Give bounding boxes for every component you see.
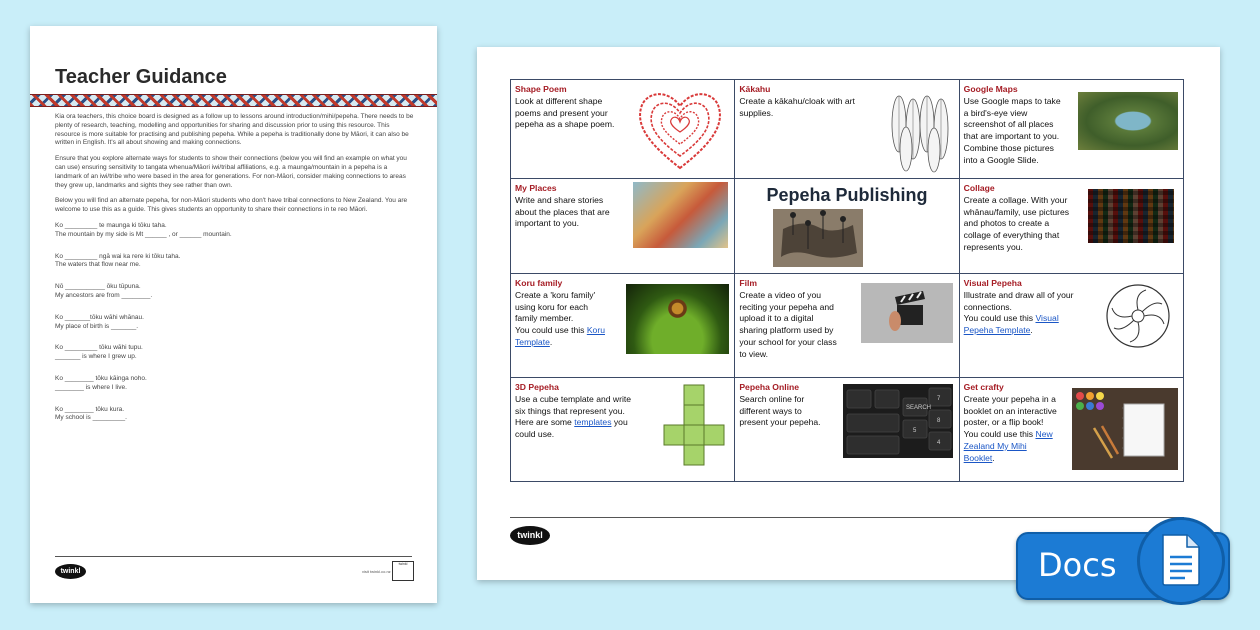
pepeha-english: My place of birth is _______.: [55, 322, 139, 330]
cell-title: Pepeha Online: [739, 382, 800, 392]
cell-line: Look at different shape: [515, 95, 603, 106]
choice-board-grid: [510, 79, 1184, 482]
map-image: [633, 182, 728, 248]
cell-line: using koru for each: [515, 301, 589, 312]
cell-line: reciting your pepeha and: [739, 301, 834, 312]
cell-title: Kākahu: [739, 84, 771, 94]
cube-templates-link[interactable]: templates: [574, 417, 612, 428]
choice-board-page: [477, 47, 1220, 580]
pepeha-english: The mountain by my side is Mt ______ , or ______ mountain.: [55, 230, 232, 238]
cell-kakahu: [735, 80, 959, 179]
cell-title: Visual Pepeha: [963, 278, 1022, 288]
cell-line: Create a collage. With your: [963, 194, 1068, 205]
cell-line: connections.: [963, 301, 1012, 312]
mihi-booklet-link[interactable]: New: [1035, 429, 1053, 440]
cell-line: to view.: [739, 348, 768, 359]
docs-circle[interactable]: [1137, 517, 1225, 605]
footer-divider: [55, 556, 412, 557]
pepeha-english: ________ is where I live.: [55, 383, 127, 391]
cell-line: pepeha as a shape poem.: [515, 119, 615, 130]
pepeha-line: [55, 344, 415, 362]
visual-pepeha-template-link[interactable]: Pepeha Template: [963, 325, 1031, 336]
mihi-booklet-link[interactable]: Zealand My Mihi: [963, 440, 1027, 451]
cube-net-icon: [661, 383, 727, 475]
cell-line: poems and present your: [515, 107, 608, 118]
map-pins-image: [773, 209, 863, 267]
pepeha-maori: Ko ________ tōku kāinga noho.: [55, 374, 147, 382]
docs-label: Docs: [1038, 546, 1117, 584]
pepeha-english: _______ is where I grew up.: [55, 353, 137, 361]
pepeha-maori: Ko _________ te maunga ki tōku taha.: [55, 221, 167, 229]
cell-get-crafty: Get crafty Create your pepeha in a booklet on an interactive poster, or a flip book! You could use this New Zealand My Mihi Booklet.: [959, 378, 1183, 482]
pepeha-line: [55, 375, 415, 393]
cell-line: Write and share stories: [515, 194, 604, 205]
guidance-paragraph: Ensure that you explore alternate ways for students to show their connections (below you will find an example on what you can use) ensuring sensitivity to tangata whenua/Māori iwi/tribal affiliations, e.g. a maunga/mountain in a pepeha is a landmark of an iwi/tribe who were based in the area for generations. For non-Māori, consider making connections to areas they grew up, landmarks and sights they see rather than own.: [55, 155, 407, 189]
cell-google-maps: [959, 80, 1183, 179]
pepeha-english: My school is _________.: [55, 414, 127, 422]
keyboard-key-label: 7: [937, 396, 941, 402]
cell-center-title: [735, 179, 959, 274]
cell-line: represents you.: [963, 241, 1023, 252]
cell-line: important to you.: [515, 218, 580, 229]
mihi-booklet-link[interactable]: Booklet: [963, 452, 993, 463]
cell-line: Create your pepeha in a: [963, 393, 1056, 404]
feather-cloak-icon: [889, 84, 955, 174]
cell-title: Shape Poem: [515, 84, 567, 94]
aerial-lake-image: [1078, 92, 1178, 150]
cell-pepeha-online: [735, 378, 959, 482]
cell-title: 3D Pepeha: [515, 382, 559, 392]
twinkl-logo: twinkl: [55, 564, 86, 579]
cell-3d-pepeha: [511, 378, 735, 482]
cell-line: whānau/family, use pictures: [963, 206, 1070, 217]
cell-line: Create a video of you: [739, 289, 822, 300]
cell-line: collage of everything that: [963, 230, 1060, 241]
visual-pepeha-template-link[interactable]: Visual: [1035, 313, 1059, 324]
cell-line: your school for your class: [739, 336, 837, 347]
cell-line: about the places that are: [515, 206, 610, 217]
craft-supplies-image: [1072, 388, 1178, 470]
cell-line: Create a 'koru family': [515, 289, 596, 300]
cell-my-places: [511, 179, 735, 274]
cell-line: supplies.: [739, 107, 774, 118]
cell-line: Here are some: [515, 417, 575, 428]
teacher-guidance-page: [30, 26, 437, 603]
cell-line: You could use this: [515, 325, 587, 336]
pepeha-maori: Ko _________ tōku wāhi tupu.: [55, 344, 143, 352]
cell-line: Illustrate and draw all of your: [963, 289, 1074, 300]
cell-film: [735, 274, 959, 378]
koru-template-link[interactable]: Template: [515, 336, 550, 347]
cell-line: that are important to you.: [963, 131, 1060, 142]
keyboard-key-label: 4: [937, 440, 941, 446]
guidance-paragraph: Kia ora teachers, this choice board is designed as a follow up to lessons around introduction/mihi/pepeha. There needs to be plenty of research, teaching, modelling and opportunities for sharing and discussion prior to using this resource. This resource is more suitable for practising and publishing pepeha. While a pepeha is traditionally done by Māori, it can also be written in English. It's all about showing and making connections.: [55, 113, 414, 147]
decorative-pattern-band: [30, 94, 437, 107]
guidance-paragraph: Below you will find an alternate pepeha, for non-Māori students who don't have tribal connections to New Zealand. You are welcome to use this as a guide. This gives students an opportunity to share their connections in te reo Māori.: [55, 197, 408, 214]
koru-circle-template-icon: [1104, 282, 1172, 350]
cell-shape-poem: [511, 80, 735, 179]
pepeha-line: [55, 253, 415, 271]
cell-line: a bird's-eye view: [963, 107, 1028, 118]
pepeha-english: My ancestors are from ________.: [55, 291, 153, 299]
keyboard-key-label: 8: [937, 418, 941, 424]
cell-title: My Places: [515, 183, 557, 193]
pepeha-line: [55, 406, 415, 424]
cell-title: Google Maps: [963, 84, 1018, 94]
cell-line: Use a cube template and write: [515, 393, 632, 404]
cell-line: into a Google Slide.: [963, 154, 1039, 165]
cell-line: family member.: [515, 313, 574, 324]
cell-line: present your pepeha.: [739, 417, 821, 428]
cell-line: different ways to: [739, 405, 802, 416]
cell-title: Koru family: [515, 278, 563, 288]
pepeha-line: [55, 222, 415, 240]
pepeha-maori: Ko ________ tōku kura.: [55, 405, 125, 413]
cell-line: Create a kākahu/cloak with art: [739, 95, 855, 106]
cell-line: sharing platform used by: [739, 325, 834, 336]
cell-line: and photos to create a: [963, 218, 1050, 229]
cell-line: Search online for: [739, 393, 805, 404]
cell-line: poster, or a flip book!: [963, 417, 1044, 428]
cell-line: You could use this: [963, 313, 1036, 324]
cell-line: screenshot of all places: [963, 119, 1054, 130]
cell-line: you: [611, 417, 628, 428]
cell-title: Get crafty: [963, 382, 1004, 392]
pepeha-line: [55, 314, 415, 332]
cell-line: six things that represent you.: [515, 405, 625, 416]
pepeha-line: [55, 283, 415, 301]
footer-badge: twinkl: [392, 561, 414, 581]
twinkl-logo: twinkl: [510, 526, 550, 545]
cell-visual-pepeha: Visual Pepeha Illustrate and draw all of your connections. You could use this Visual Pepeha Template.: [959, 274, 1183, 378]
cell-line: You could use this: [963, 429, 1036, 440]
cell-line: could use.: [515, 429, 555, 440]
document-icon: [1159, 533, 1203, 587]
cell-line: Combine those pictures: [963, 142, 1054, 153]
cell-title: Collage: [963, 183, 995, 193]
cell-koru-family: Koru family Create a 'koru family' using koru for each family member. You could use this Koru Template.: [511, 274, 735, 378]
footer-divider: [510, 517, 1184, 518]
collage-image: [1088, 189, 1174, 243]
board-title: Pepeha Publishing: [766, 185, 928, 205]
page-title: Teacher Guidance: [55, 66, 227, 88]
footer-url: visit twinkl.co.nz: [362, 569, 391, 574]
cell-line: booklet on an interactive: [963, 405, 1057, 416]
cell-title: Film: [739, 278, 757, 288]
pepeha-maori: Ko _______tōku wāhi whānau.: [55, 313, 144, 321]
keyboard-key-label: 5: [913, 428, 917, 434]
keyboard-image: [843, 384, 953, 458]
guidance-body: [55, 113, 415, 436]
pepeha-maori: Nō ___________ ōku tūpuna.: [55, 283, 141, 291]
koru-template-link[interactable]: Koru: [586, 325, 605, 336]
koru-fern-image: [626, 284, 729, 354]
clapperboard-image: [861, 283, 953, 343]
pepeha-maori: Ko _________ ngā wai ka rere ki tōku taha.: [55, 252, 181, 260]
cell-line: Use Google maps to take: [963, 95, 1061, 106]
keyboard-key-label: SEARCH: [906, 405, 932, 411]
cell-line: upload it to a digital: [739, 313, 814, 324]
cell-collage: [959, 179, 1183, 274]
pepeha-english: The waters that flow near me.: [55, 261, 141, 269]
heart-poem-icon: [635, 86, 725, 174]
